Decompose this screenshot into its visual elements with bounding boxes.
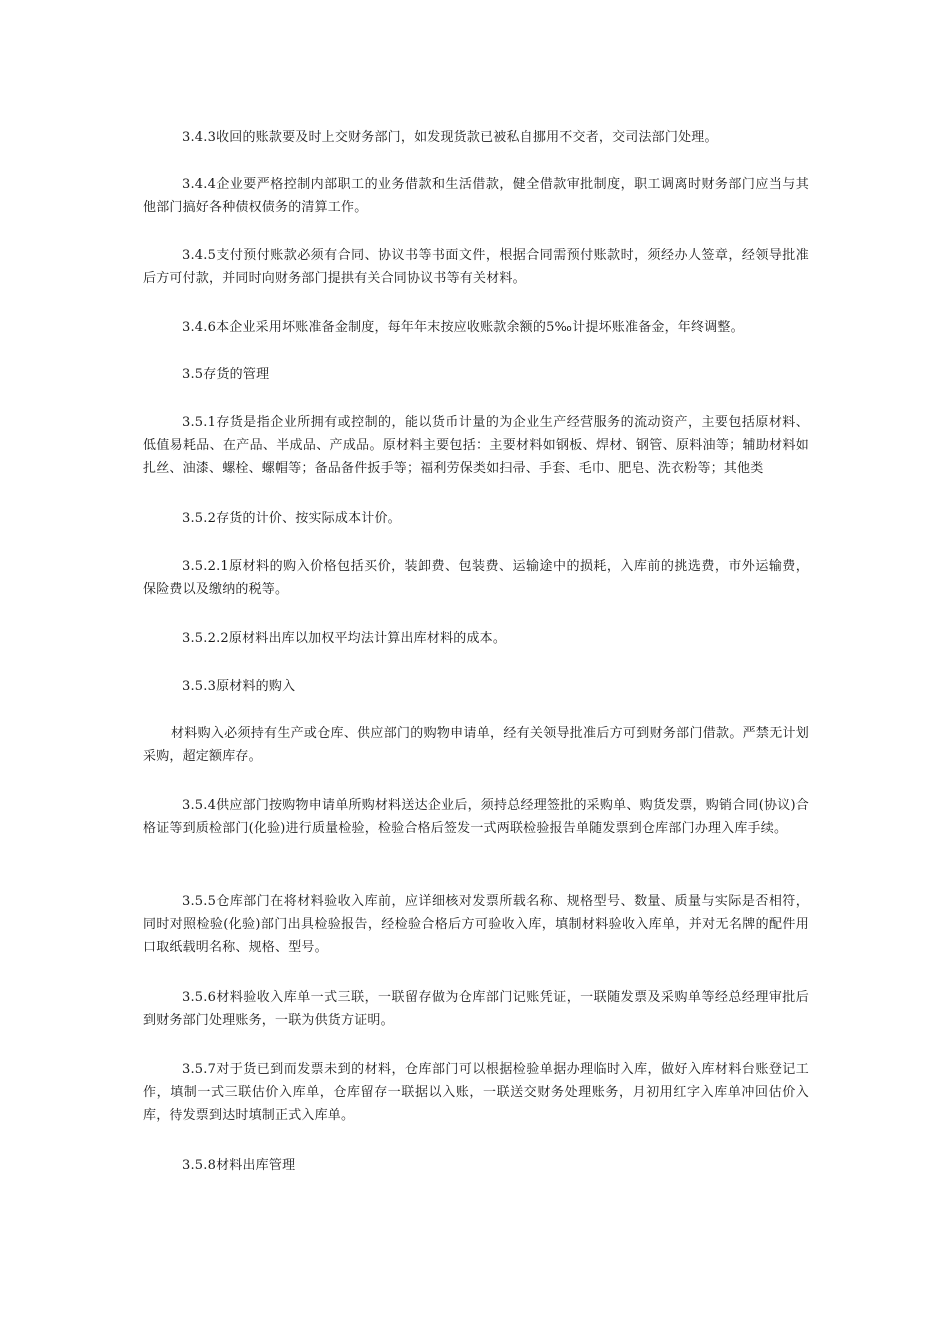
paragraph-3-5-5: 3.5.5仓库部门在将材料验收入库前，应详细核对发票所载名称、规格型号、数量、质量与实际是否相符，同时对照检验(化验)部门出具检验报告，经检验合格后方可验收入库，填制材料验收入库单，并对无名牌的配件用口取纸载明名称、规格、型号。	[143, 894, 809, 955]
paragraph-3-5-2-2: 3.5.2.2原材料出库以加权平均法计算出库材料的成本。	[182, 631, 507, 646]
paragraph-3-5-2: 3.5.2存货的计价、按实际成本计价。	[182, 511, 401, 526]
section-heading-3-5-8: 3.5.8材料出库管理	[182, 1158, 296, 1173]
paragraph-3-4-5: 3.4.5支付预付账款必须有合同、协议书等书面文件，根据合同需预付账款时，须经办人签章，经领导批准后方可付款，并同时向财务部门提拱有关合同协议书等有关材料。	[143, 248, 809, 286]
paragraph-3-4-4: 3.4.4企业要严格控制内部职工的业务借款和生活借款，健全借款审批制度，职工调离时财务部门应当与其他部门搞好各种债权债务的清算工作。	[143, 177, 809, 215]
paragraph-3-5-7: 3.5.7对于货已到而发票未到的材料，仓库部门可以根据检验单据办理临时入库，做好入库材料台账登记工作，填制一式三联估价入库单，仓库留存一联据以入账，一联送交财务处理账务，月初用红字入库单冲回估价入库，待发票到达时填制正式入库单。	[143, 1062, 809, 1123]
paragraph-material-purchase: 材料购入必须持有生产或仓库、供应部门的购物申请单，经有关领导批准后方可到财务部门借款。严禁无计划采购，超定额库存。	[143, 726, 809, 764]
paragraph-3-4-3: 3.4.3收回的账款要及时上交财务部门，如发现货款已被私自挪用不交者，交司法部门处理。	[182, 130, 718, 145]
section-heading-3-5-3: 3.5.3原材料的购入	[182, 679, 296, 694]
paragraph-3-5-1: 3.5.1存货是指企业所拥有或控制的，能以货币计量的为企业生产经营服务的流动资产，主要包括原材料、低值易耗品、在产品、半成品、产成品。原材料主要包括：主要材料如钢板、焊材、钢管、原料油等；辅助材料如扎丝、油漆、螺栓、螺帽等；备品备件扳手等；福利劳保类如扫帚、手套、毛巾、肥皂、洗衣粉等；其他类	[143, 415, 809, 476]
paragraph-3-4-6: 3.4.6本企业采用坏账准备金制度，每年年末按应收账款余额的5‰计提坏账准备金，年终调整。	[182, 320, 744, 335]
section-heading-3-5: 3.5存货的管理	[182, 367, 270, 382]
paragraph-3-5-4: 3.5.4供应部门按购物申请单所购材料送达企业后，须持总经理签批的采购单、购货发票，购销合同(协议)合格证等到质检部门(化验)进行质量检验，检验合格后签发一式两联检验报告单随发票到仓库部门办理入库手续。	[143, 798, 809, 836]
paragraph-3-5-6: 3.5.6材料验收入库单一式三联，一联留存做为仓库部门记账凭证，一联随发票及采购单等经总经理审批后到财务部门处理账务，一联为供货方证明。	[143, 990, 809, 1028]
paragraph-3-5-2-1: 3.5.2.1原材料的购入价格包括买价，装卸费、包装费、运输途中的损耗，入库前的挑选费，市外运输费，保险费以及缴纳的税等。	[143, 559, 809, 597]
